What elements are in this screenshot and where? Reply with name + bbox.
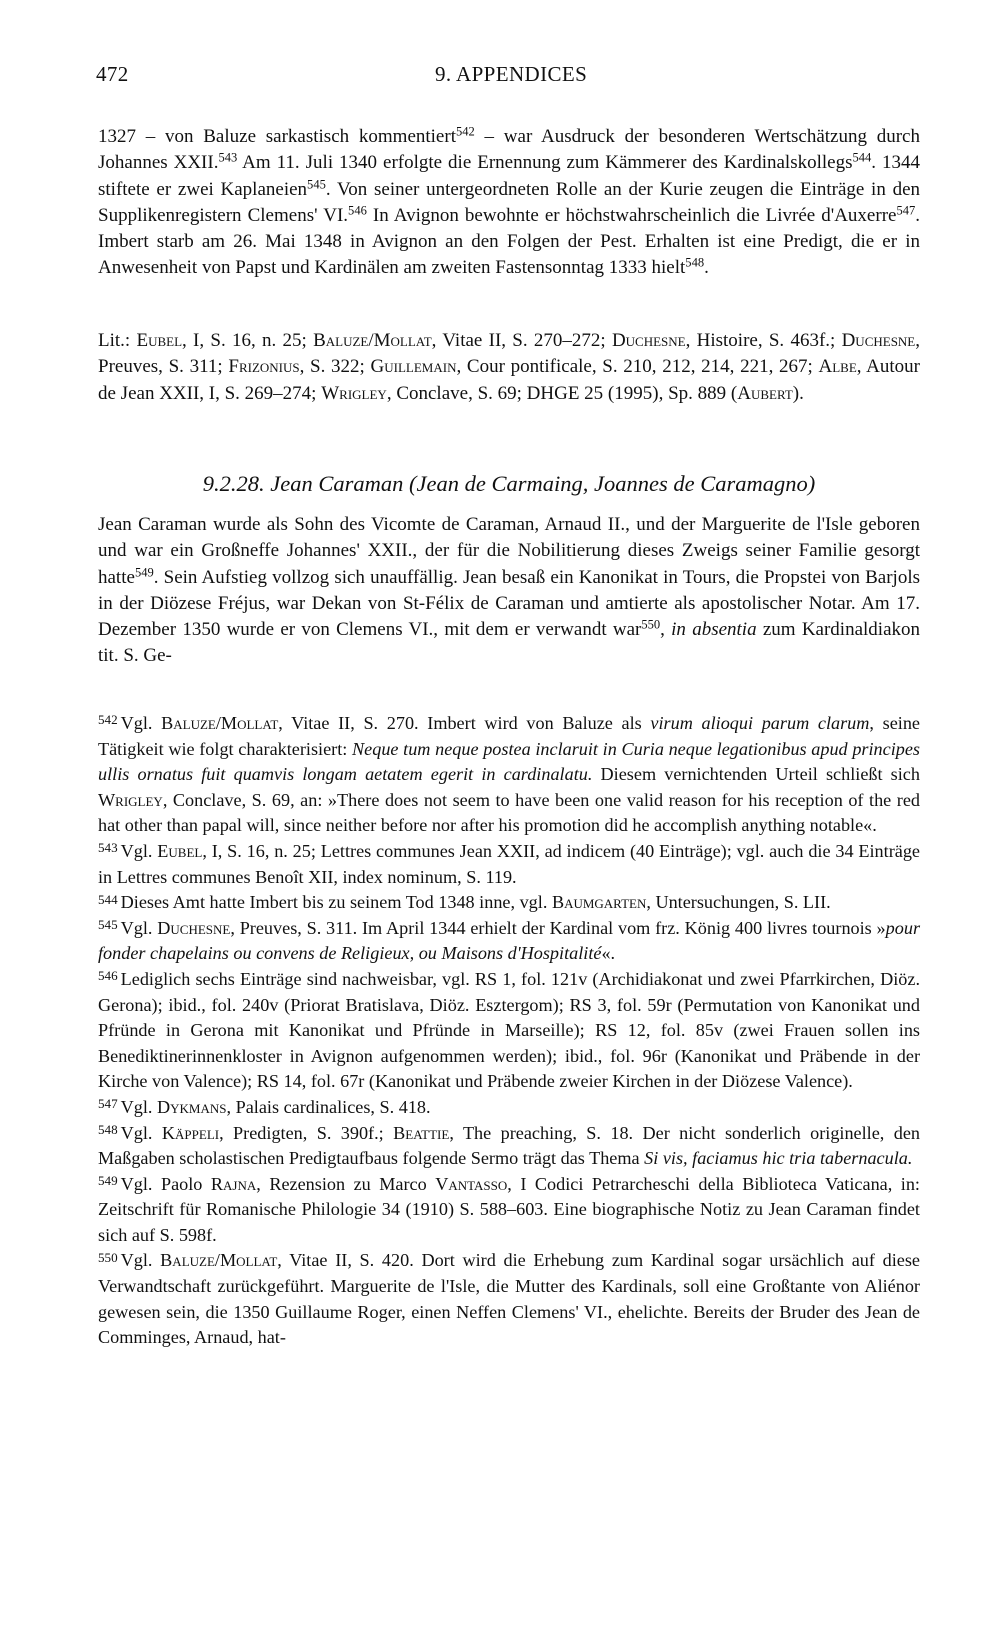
section-number: 9.2.28. xyxy=(202,471,265,496)
footnote-ref-550[interactable]: 550 xyxy=(641,617,661,632)
footnote-547: $^{547}$ Vgl. Dykmans, Palais cardinalices, S. 418. xyxy=(98,1096,431,1117)
section-heading xyxy=(98,471,920,497)
section-heading-title: Jean Caraman (Jean de Carmaing, Joannes de Caramagno) xyxy=(270,471,816,496)
footnote-ref-544[interactable]: 544 xyxy=(852,151,872,166)
footnote-ref-545[interactable]: 545 xyxy=(307,177,326,192)
footnote-543: $^{543}$ Vgl. Eubel, I, S. 16, n. 25; Lettres communes Jean XXII, ad indicem (40 Einträge); vgl. auch die 34 Einträge in Lettres communes Benoît XII, index nominum, S. 119. xyxy=(98,840,920,887)
footnote-ref-548[interactable]: 548 xyxy=(685,256,705,271)
running-header xyxy=(96,62,916,92)
footnote-544: $^{544}$ Dieses Amt hatte Imbert bis zu seinem Tod 1348 inne, vgl. Baumgarten, Untersuchungen, S. LII. xyxy=(98,891,831,913)
footnote-ref-546[interactable]: 546 xyxy=(348,203,367,218)
footnote-550: $^{550}$ Vgl. Baluze/Mollat, Vitae II, S. 420. Dort wird die Erhebung zum Kardinal sogar ursächlich auf diese Verwandtschaft zurückgeführt. Marguerite de l'Isle, die Mutter des Kardinals, soll eine Großtante von Aliénor gewesen sein, die 1350 Guillaume Roger, einen Neffen Clemens' VI., ehelichte. Bereits der Bruder des Jean de Comminges, Arnaud, hat- xyxy=(98,1249,920,1348)
page-number: 472 xyxy=(96,62,129,86)
literature-references: Lit.: Eubel, I, S. 16, n. 25; Baluze/Mollat, Vitae II, S. 270–272; Duchesne, Histoire, S. 463f.; Duchesne, Preuves, S. 311; Frizonius, S. 322; Guillemain, Cour pontificale, S. 210, 212, 214, 221, 267; Albe, Autour de Jean XXII, I, S. 269–274; Wrigley, Conclave, S. 69; DHGE 25 (1995), Sp. 889 (Aubert). xyxy=(98,330,921,404)
footnote-ref-543[interactable]: 543 xyxy=(218,151,238,166)
footnote-ref-547[interactable]: 547 xyxy=(896,203,916,218)
body-paragraph-caraman: Jean Caraman wurde als Sohn des Vicomte de Caraman, Arnaud II., und der Marguerite de l'Isle geboren und war ein Großneffe Johannes' XXII., der für die Nobilitierung dieses Zweigs seiner Familie gesorgt hatte$^{549}$. Sein Aufstieg vollzog sich unauffällig. Jean besaß ein Kanonikat in Tours, die Propstei von Barjols in der Diözese Fréjus, war Dekan von St-Félix de Caraman und amtierte als apostolischer Notar. Am 17. Dezember 1350 wurde er von Clemens VI., mit dem er verwandt war$^{550}$, in absentia zum Kardinaldiakon tit. S. Ge- xyxy=(98,514,921,667)
footnote-ref-542[interactable]: 542 xyxy=(455,124,475,139)
footnote-546: $^{546}$ Lediglich sechs Einträge sind nachweisbar, vgl. RS 1, fol. 121v (Archidiakonat und zwei Pfarrkirchen, Diöz. Gerona); ibid., fol. 240v (Priorat Bratislava, Diöz. Esztergom); RS 3, fol. 59r (Permutation von Kanonikat und Pfründe in Gerona mit Kanonikat und Pfründe in Marseille); RS 12, fol. 85v (zwei Frauen sollen ins Benediktinerinnenkloster in Avignon aufgenommen werden); ibid., fol. 96r (Kanonikat und Präbende in der Kirche von Valence); RS 14, fol. 67r (Kanonikat und Präbende zweier Kirchen in der Diözese Valence). xyxy=(98,968,920,1092)
footnote-542: $^{542}$ Vgl. Baluze/Mollat, Vitae II, S. 270. Imbert wird von Baluze als virum alioqui parum clarum, seine Tätigkeit wie folgt charakterisiert: Neque tum neque postea inclaruit in Curia neque legationibus apud principes ullis ornatus fuit quamvis longam aetatem egerit in cardinalatu. Diesem vernichtenden Urteil schließt sich Wrigley, Conclave, S. 69, an: »There does not seem to have been one valid reason for his reception of the red hat other than papal will, since neither before nor after his promotion did he accomplish anything notable«. xyxy=(98,712,921,836)
footnote-549: $^{549}$ Vgl. Paolo Rajna, Rezension zu Marco Vantasso, I Codici Petrarcheschi della Biblioteca Vaticana, in: Zeitschrift für Romanische Philologie 34 (1910) S. 588–603. Eine biographische Notiz zu Jean Caraman findet sich auf S. 598f. xyxy=(98,1173,920,1245)
footnotes xyxy=(98,711,920,1351)
body-paragraph-imbert: 1327 – von Baluze sarkastisch kommentiert$^{542}$ – war Ausdruck der besonderen Wertschätzung durch Johannes XXII.$^{543}$ Am 11. Juli 1340 erfolgte die Ernennung zum Kämmerer des Kardinalskollegs$^{544}$. 1344 stiftete er zwei Kaplaneien$^{545}$. Von seiner untergeordneten Rolle an der Kurie zeugen die Einträge in den Supplikenregistern Clemens' VI.$^{546}$ In Avignon bewohnte er höchstwahrscheinlich die Livrée d'Auxerre$^{547}$. Imbert starb am 26. Mai 1348 in Avignon an den Folgen der Pest. Erhalten ist eine Predigt, die er in Anwesenheit von Papst und Kardinälen am zweiten Fastensonntag 1333 hielt$^{548}$. xyxy=(98,124,920,279)
footnote-548: $^{548}$ Vgl. Käppeli, Predigten, S. 390f.; Beattie, The preaching, S. 18. Der nicht sonderlich originelle, den Maßgaben scholastischen Predigtaufbaus folgende Sermo trägt das Thema Si vis, faciamus hic tria tabernacula. xyxy=(98,1121,921,1169)
footnote-ref-549[interactable]: 549 xyxy=(134,565,154,580)
section-title: 9. APPENDICES xyxy=(435,62,588,86)
footnote-545: $^{545}$ Vgl. Duchesne, Preuves, S. 311. Im April 1344 erhielt der Kardinal vom frz. König 400 livres tournois »pour fonder chapelains ou convens de Religieux, ou Maisons d'Hospitalité«. xyxy=(98,917,921,964)
